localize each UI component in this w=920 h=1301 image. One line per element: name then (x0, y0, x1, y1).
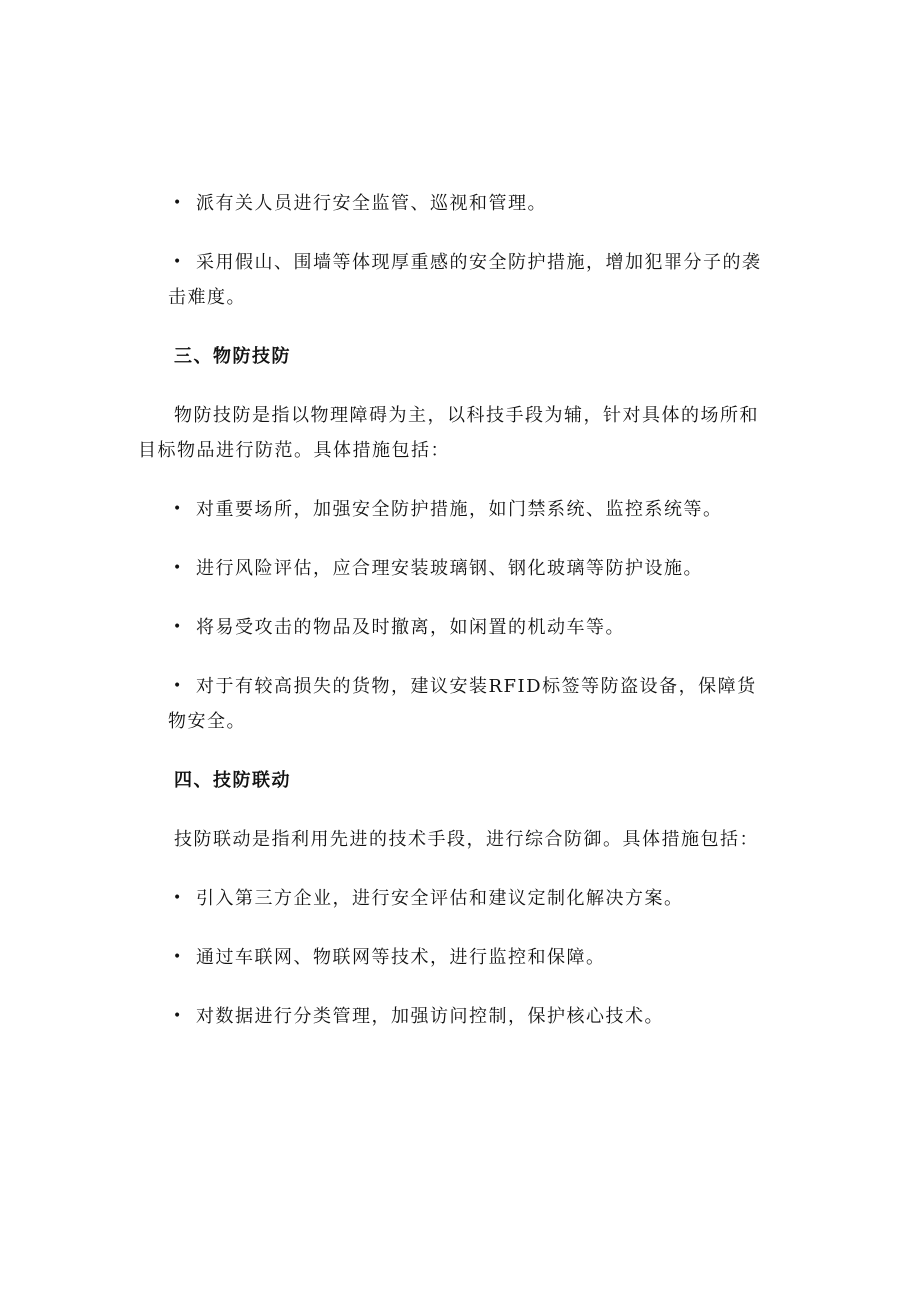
list-item (168, 940, 780, 975)
list-item-line: 物安全。 (168, 711, 246, 732)
bullet-icon: • (173, 1008, 183, 1024)
list-item-text: 进行风险评估，应合理安装玻璃钢、钢化玻璃等防护设施。 (196, 558, 703, 579)
list-item-text: 将易受攻击的物品及时撤离，如闲置的机动车等。 (196, 617, 625, 638)
bullet-icon: • (173, 254, 183, 270)
list-item-line: 对于有较高损失的货物，建议安装RFID标签等防盗设备，保障货 (196, 676, 757, 697)
section-paragraph (138, 398, 780, 468)
bullet-icon: • (173, 890, 183, 906)
list-item (168, 610, 780, 645)
section-heading: 四、技防联动 (174, 770, 291, 791)
list-item-text: 对数据进行分类管理，加强访问控制，保护核心技术。 (196, 1006, 664, 1027)
list-item-text: 对重要场所，加强安全防护措施，如门禁系统、监控系统等。 (196, 499, 723, 520)
list-item-text: 通过车联网、物联网等技术，进行监控和保障。 (196, 947, 606, 968)
section-heading: 三、物防技防 (174, 346, 291, 367)
document-body (138, 186, 780, 1058)
list-item (168, 669, 780, 739)
list-item-text (168, 669, 780, 739)
list-item-text (168, 245, 780, 315)
list-item-line: 击难度。 (168, 287, 246, 308)
section-paragraph (138, 822, 780, 857)
list-item (168, 245, 780, 315)
bullet-icon: • (173, 619, 183, 635)
list-item-line: 采用假山、围墙等体现厚重感的安全防护措施，增加犯罪分子的袭 (196, 252, 762, 273)
bullet-icon: • (173, 949, 183, 965)
list-item (168, 186, 780, 221)
list-item (168, 881, 780, 916)
bullet-icon: • (173, 560, 183, 576)
list-item-text: 引入第三方企业，进行安全评估和建议定制化解决方案。 (196, 888, 684, 909)
bullet-icon: • (173, 678, 183, 694)
paragraph-line: 技防联动是指利用先进的技术手段，进行综合防御。具体措施包括： (174, 829, 759, 850)
paragraph-line: 物防技防是指以物理障碍为主，以科技手段为辅，针对具体的场所和 (174, 405, 759, 426)
list-item (168, 551, 780, 586)
list-item-text: 派有关人员进行安全监管、巡视和管理。 (196, 193, 547, 214)
list-item (168, 492, 780, 527)
list-item (168, 999, 780, 1034)
paragraph-line: 目标物品进行防范。具体措施包括： (138, 440, 450, 461)
bullet-icon: • (173, 195, 183, 211)
bullet-icon: • (173, 501, 183, 517)
